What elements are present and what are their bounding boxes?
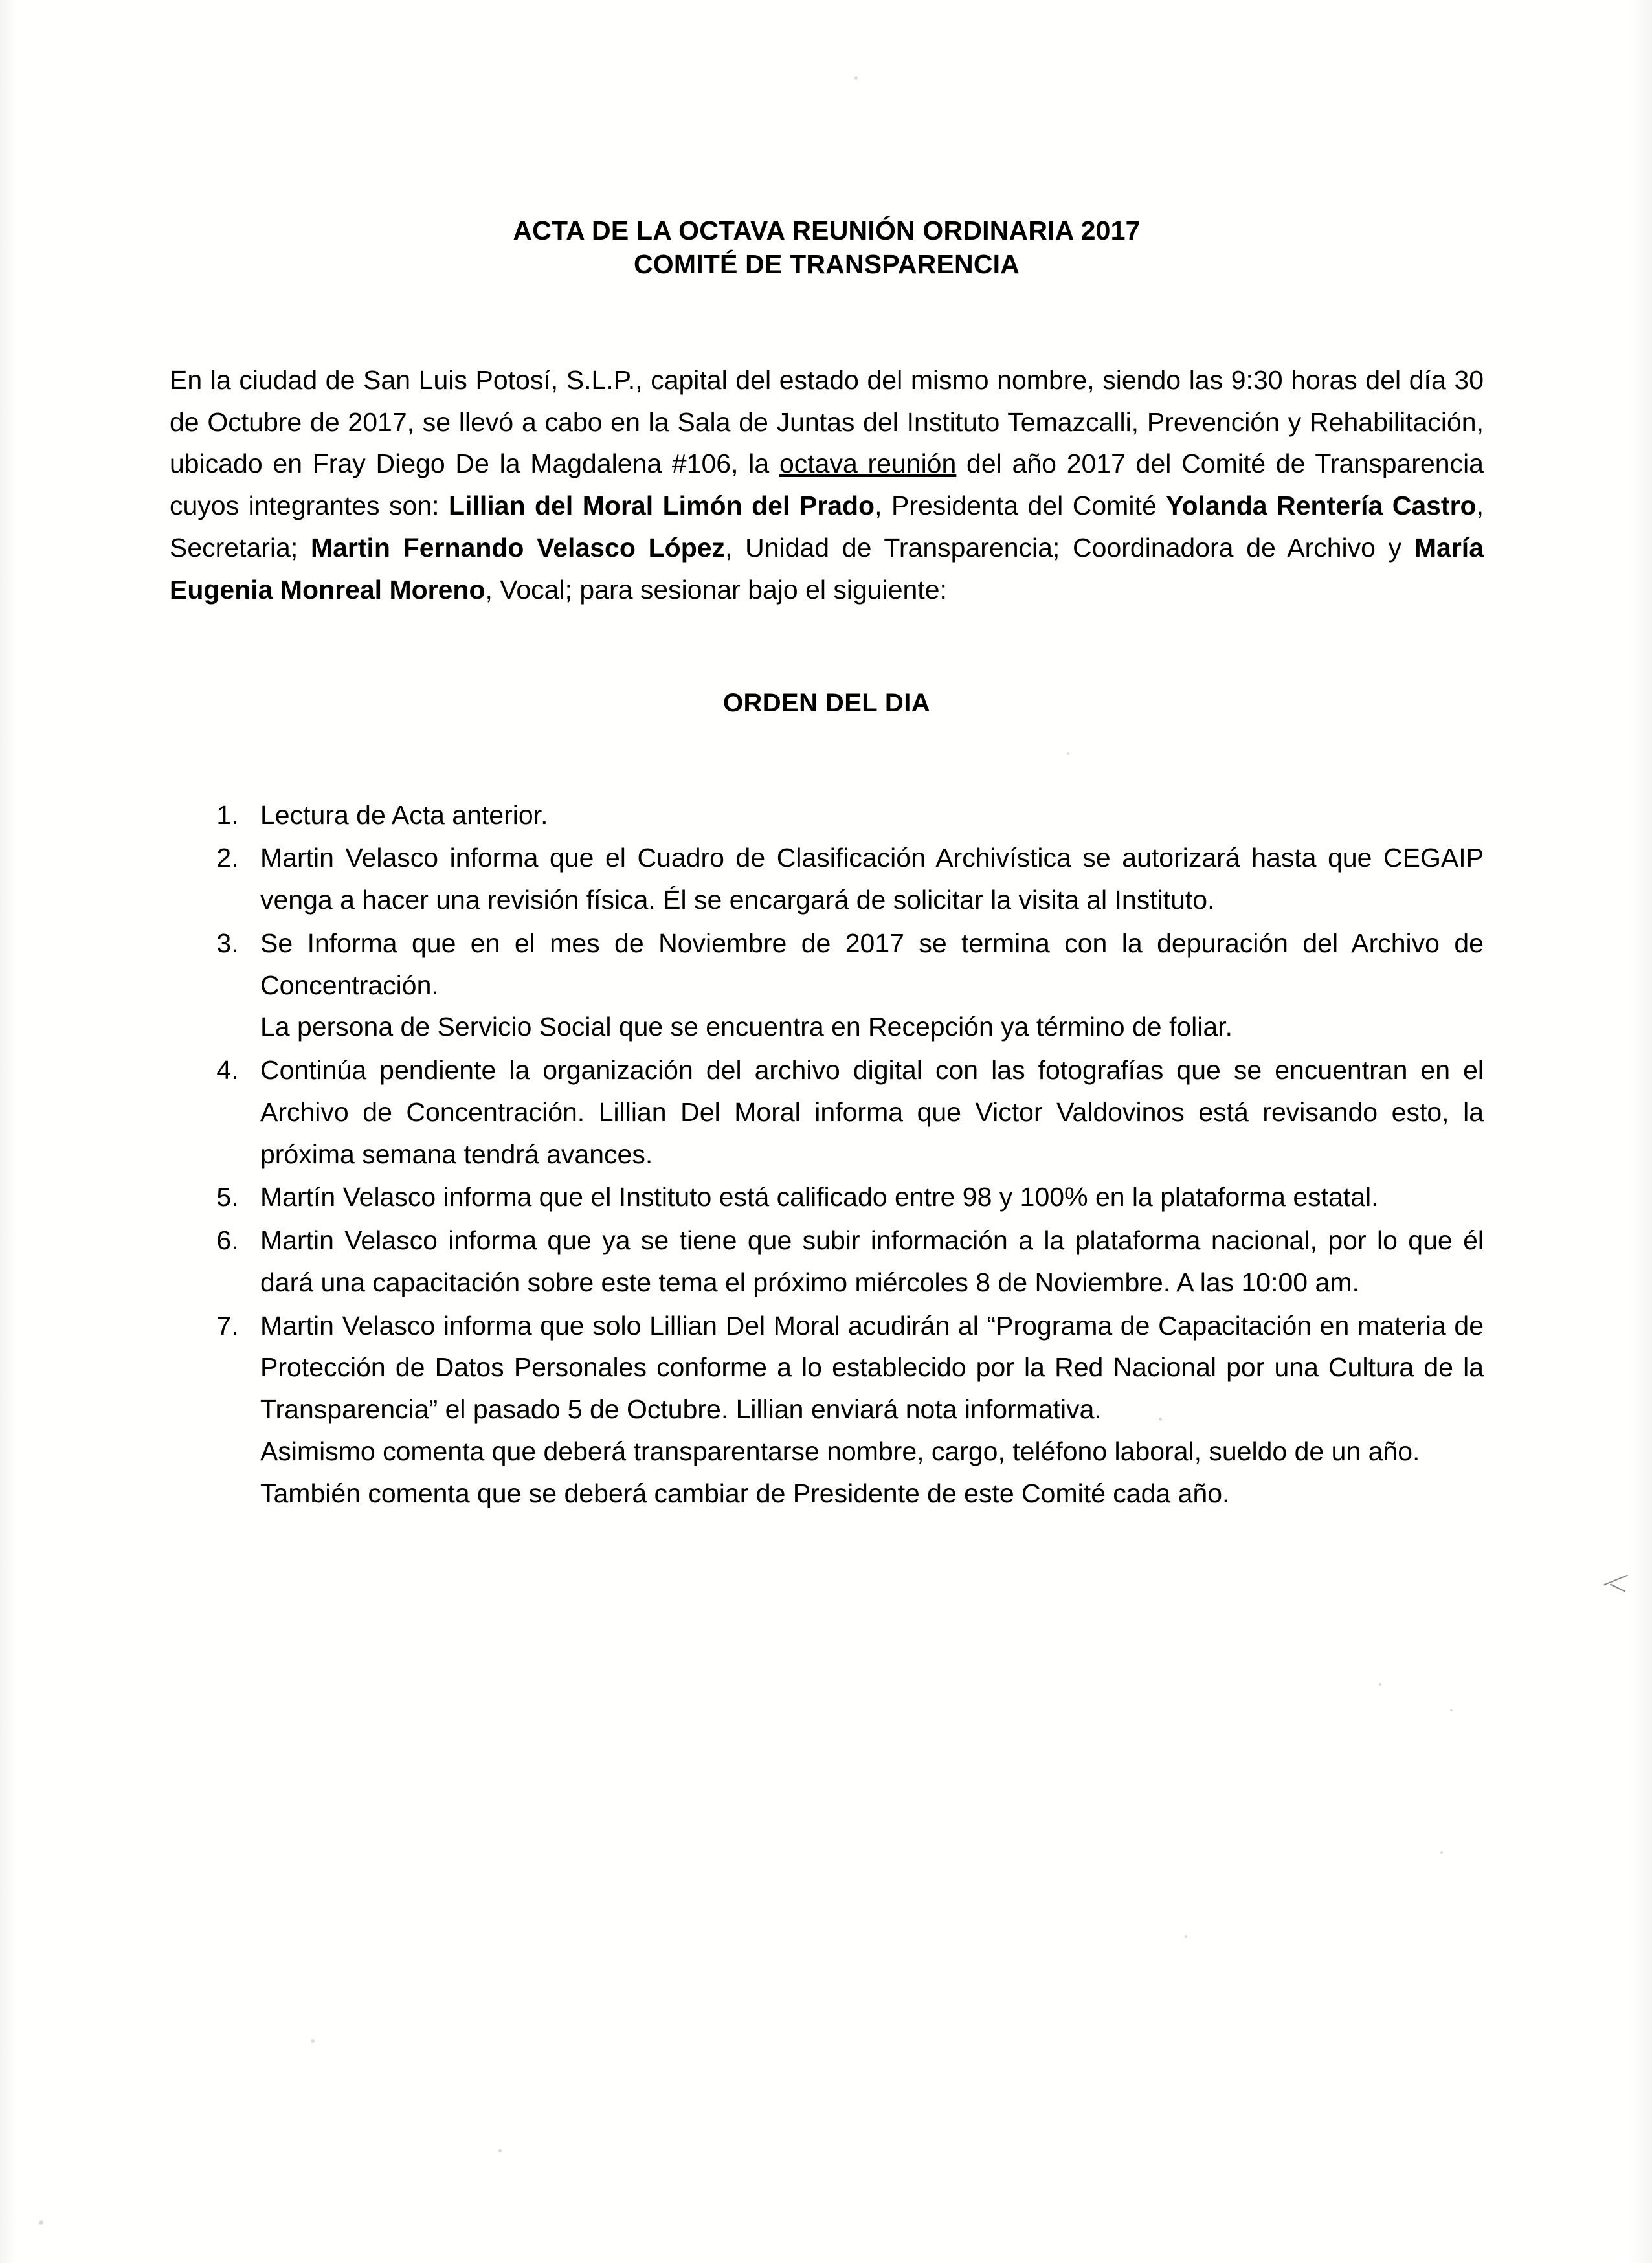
agenda-item-extra: Asimismo comenta que deberá transparentarse nombre, cargo, teléfono laboral, sueldo de un año. <box>260 1436 1420 1467</box>
intro-part4: , Secretaria; <box>170 491 1484 563</box>
list-item <box>246 1049 1484 1175</box>
member-name-secretary: Yolanda Rentería Castro <box>1166 491 1477 521</box>
agenda-list <box>170 794 1484 1515</box>
list-item <box>246 837 1484 921</box>
page-title-line2: COMITÉ DE TRANSPARENCIA <box>633 249 1020 280</box>
agenda-item-text: 1. Lectura de Acta anterior. <box>260 799 548 830</box>
scan-speck <box>1379 1683 1381 1686</box>
scan-edge-right <box>1630 0 1652 2263</box>
member-name-transparency-unit: Martin Fernando Velasco López <box>310 533 726 563</box>
list-item <box>246 794 1484 836</box>
page-title-line1: ACTA DE LA OCTAVA REUNIÓN ORDINARIA 2017 <box>513 216 1141 245</box>
intro-part2: del año 2017 del Comité de Transparencia cuyos integrantes son: <box>170 449 1484 521</box>
list-item <box>246 1176 1484 1218</box>
document-content <box>170 214 1484 1516</box>
page-title <box>170 214 1484 282</box>
list-item <box>246 1305 1484 1515</box>
agenda-item-extra: La persona de Servicio Social que se encuentra en Recepción ya término de foliar. <box>260 1012 1233 1042</box>
agenda-item-text: 5. Martín Velasco informa que el Instituto está calificado entre 98 y 100% en la plataforma estatal. <box>260 1182 1379 1212</box>
intro-part1: En la ciudad de San Luis Potosí, S.L.P., capital del estado del mismo nombre, siendo las 9:30 horas del día 30 de Octubre de 2017, se llevó a cabo en la Sala de Juntas del Instituto Temazcalli, Prevención y Rehabilitación, ubicado en Fray Diego De la Magdalena #106, la <box>170 364 1484 479</box>
scan-speck <box>39 2220 43 2225</box>
scan-speck <box>854 76 858 80</box>
agenda-item-text: 3. Se Informa que en el mes de Noviembre de 2017 se termina con la depuración del Archivo de Concentración. <box>260 928 1484 1000</box>
member-name-vocal: María Eugenia Monreal Moreno <box>170 533 1484 605</box>
intro-underlined-phrase: octava reunión <box>779 449 957 479</box>
scan-speck <box>498 2149 502 2152</box>
scan-speck <box>311 2039 315 2043</box>
scan-tick-mark <box>1603 1575 1628 1586</box>
scan-tick-mark <box>1610 1583 1625 1592</box>
intro-part6: , Vocal; para sesionar bajo el siguiente: <box>485 574 947 605</box>
intro-part3: , Presidenta del Comité <box>875 491 1166 521</box>
intro-paragraph <box>170 359 1484 611</box>
scan-speck <box>1185 1935 1187 1938</box>
list-item <box>246 922 1484 1048</box>
agenda-item-text: 2. Martin Velasco informa que el Cuadro de Clasificación Archivística se autorizará hasta que CEGAIP venga a hacer una revisión física. Él se encargará de solicitar la visita al Instituto. <box>260 843 1484 915</box>
intro-part5: , Unidad de Transparencia; Coordinadora de Archivo y <box>725 533 1414 563</box>
agenda-item-text: 7. Martin Velasco informa que solo Lillian Del Moral acudirán al “Programa de Capacitación en materia de Protección de Datos Personales conforme a lo establecido por la Red Nacional por una Cultura de la Transparencia” el pasado 5 de Octubre. Lillian enviará nota informativa. <box>260 1310 1484 1425</box>
agenda-item-extra-2: También comenta que se deberá cambiar de Presidente de este Comité cada año. <box>260 1478 1230 1508</box>
agenda-item-text: 6. Martin Velasco informa que ya se tiene que subir información a la plataforma nacional, por lo que él dará una capacitación sobre este tema el próximo miércoles 8 de Noviembre. A las 10:00 am. <box>260 1225 1484 1297</box>
scan-speck <box>1450 1709 1453 1711</box>
list-item <box>246 1220 1484 1304</box>
agenda-heading: ORDEN DEL DIA <box>722 688 931 717</box>
agenda-item-text: 4. Continúa pendiente la organización del archivo digital con las fotografías que se encuentran en el Archivo de Concentración. Lillian Del Moral informa que Victor Valdovinos está revisando esto, la próxima semana tendrá avances. <box>260 1055 1484 1169</box>
member-name-president: Lillian del Moral Limón del Prado <box>449 491 875 521</box>
scan-edge-left <box>0 0 17 2263</box>
scan-speck <box>1440 1851 1443 1854</box>
